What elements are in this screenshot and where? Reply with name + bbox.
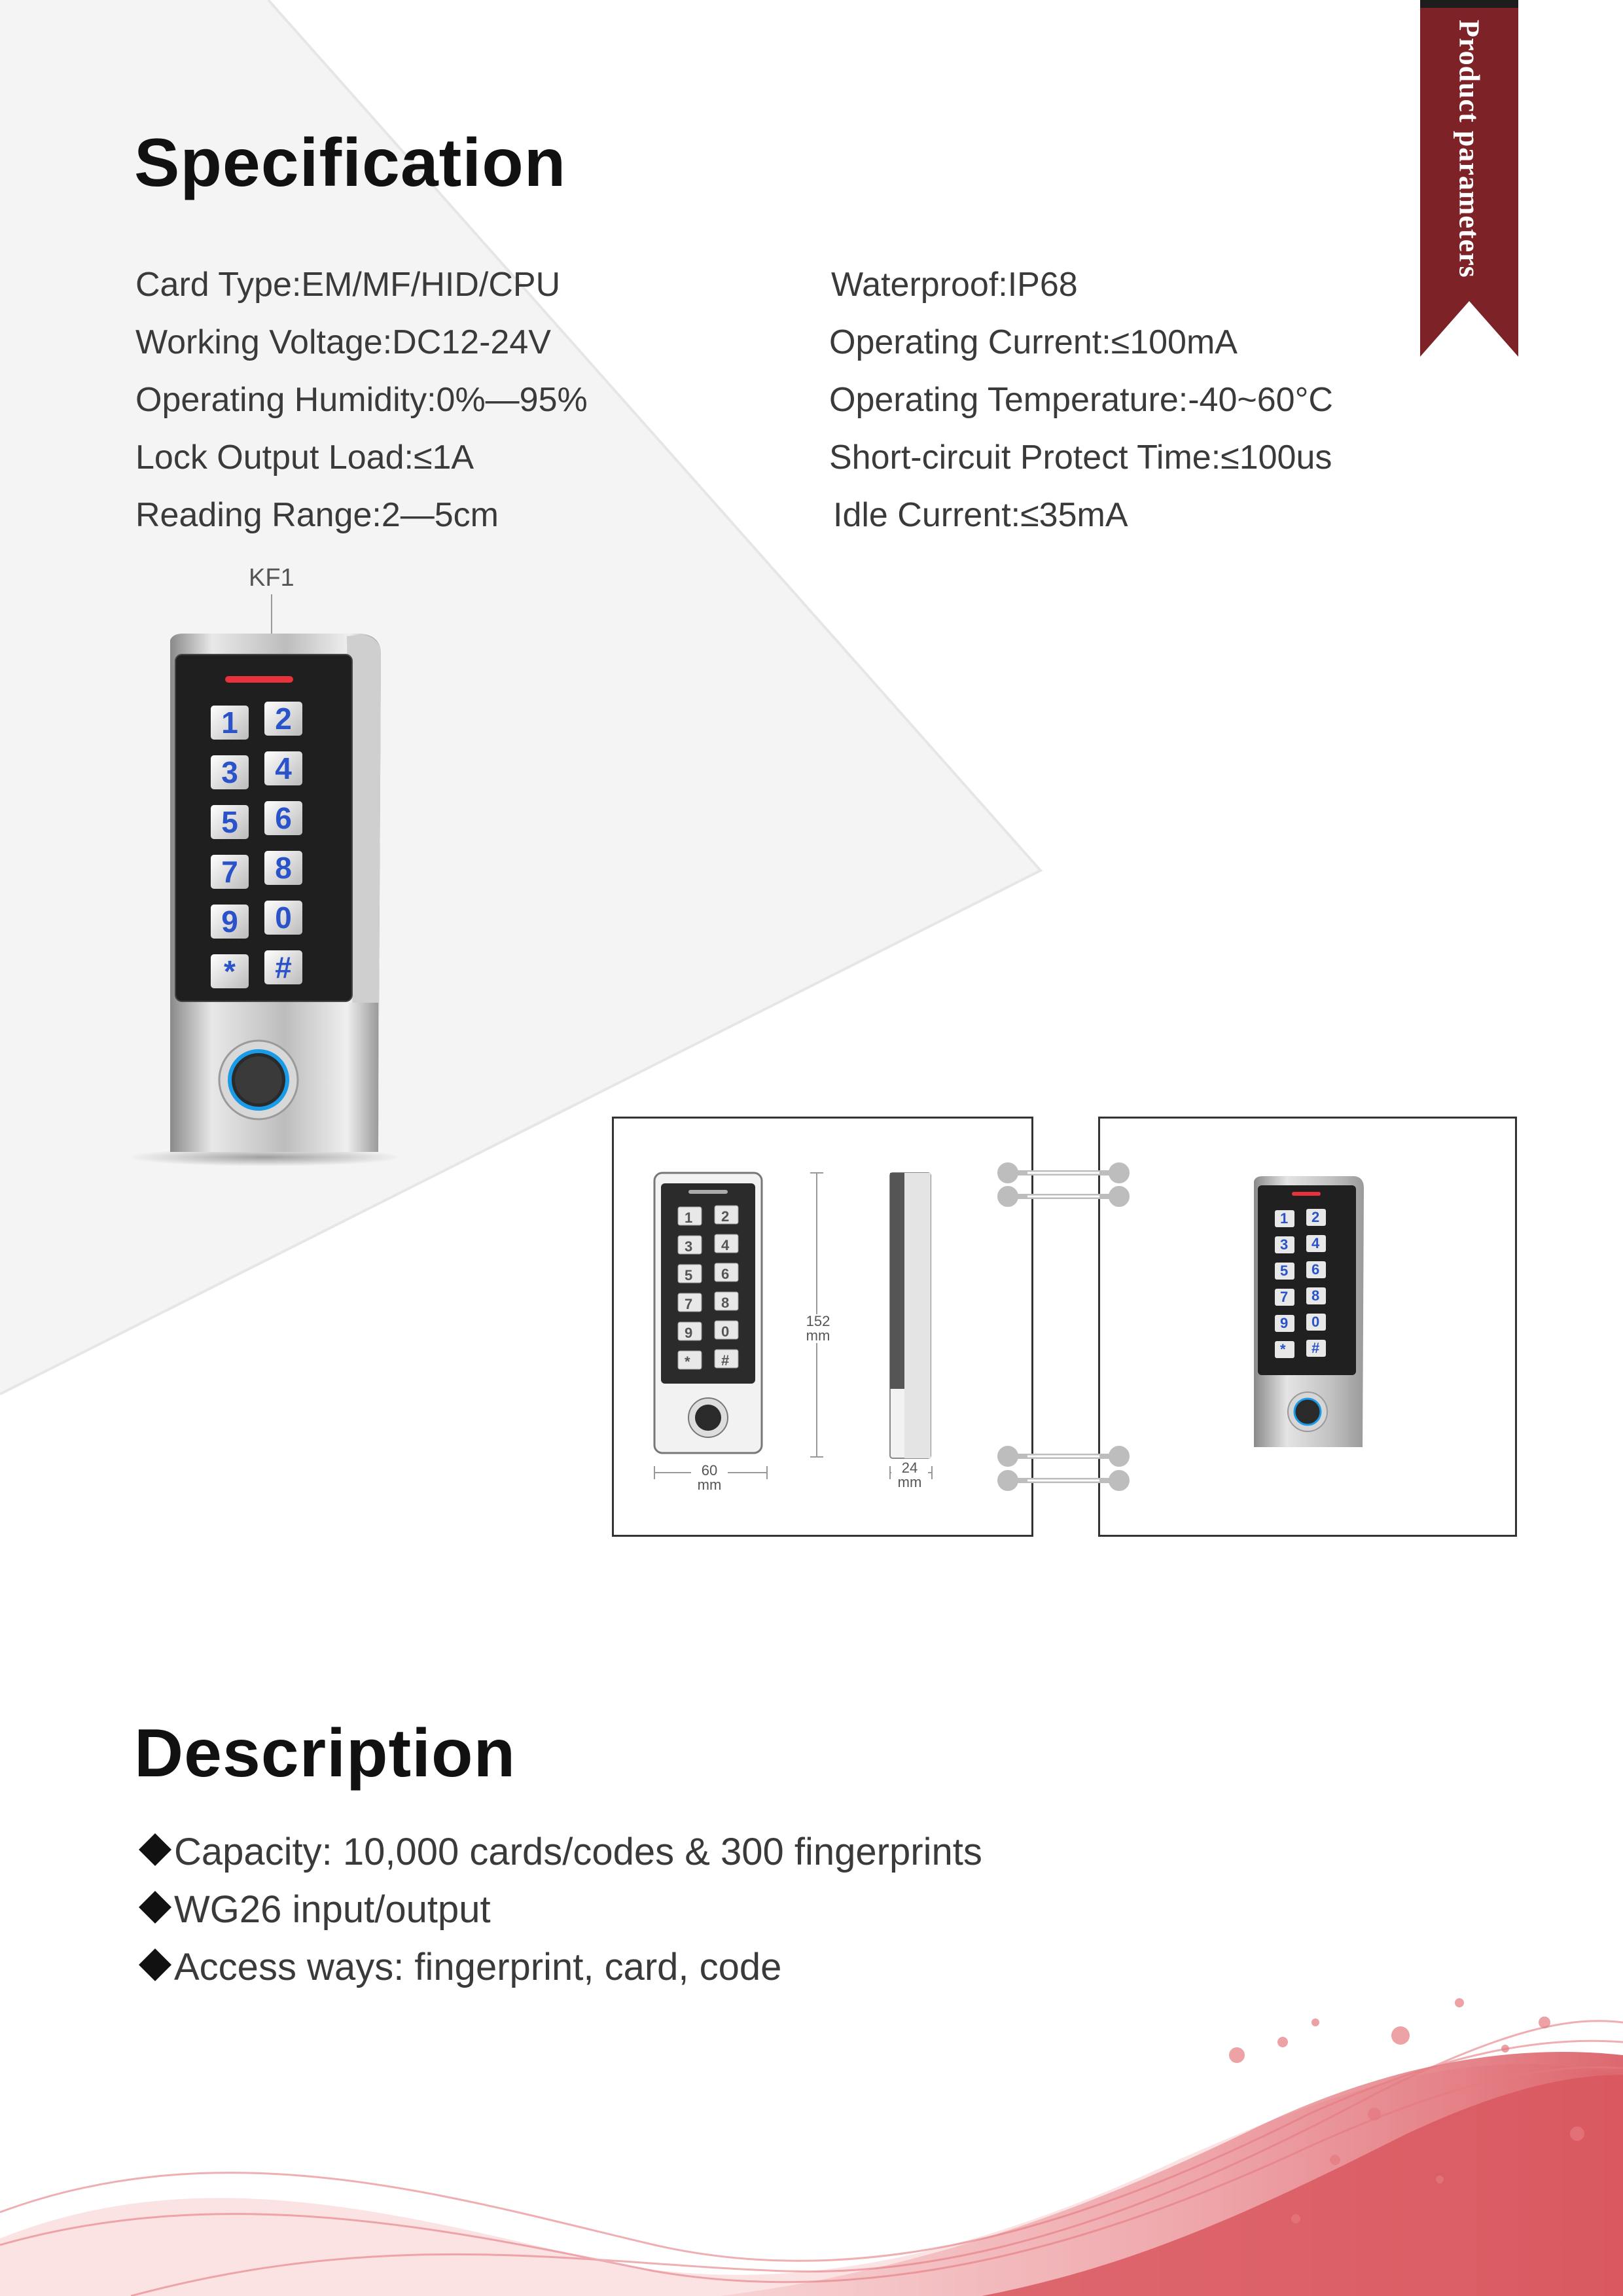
key-label: * [685,1354,690,1370]
key-label: 2 [275,702,292,736]
description-item-text: WG26 input/output [174,1888,491,1931]
key-label: 5 [1280,1263,1289,1279]
keypad-grid [211,702,309,994]
key-label: 4 [1311,1235,1320,1251]
key-label: 3 [685,1238,693,1255]
key-label: 8 [275,851,292,885]
description-item [136,1830,982,1874]
spec-working-voltage: Working Voltage:DC12-24V [135,323,551,361]
key-label: 7 [685,1296,693,1312]
key-label: 1 [221,706,238,740]
spec-operating-temperature: Operating Temperature:-40~60°C [829,381,1333,419]
depth-dimension [891,1461,928,1490]
spec-lock-output-load: Lock Output Load:≤1A [135,439,474,476]
key-label: 4 [275,751,292,785]
key-label: * [224,954,236,988]
description-item-text: Capacity: 10,000 cards/codes & 300 fingerprints [174,1831,982,1873]
key-label: 3 [1280,1236,1289,1253]
spec-waterproof: Waterproof:IP68 [831,266,1078,304]
key-label: 1 [1280,1210,1289,1227]
key-label: 8 [721,1295,730,1311]
key-5[interactable] [211,805,249,839]
key-label: 2 [721,1208,730,1225]
description-item [136,1888,491,1931]
key-label: # [1311,1340,1320,1356]
diamond-bullet-icon [136,1888,174,1926]
key-label: 9 [685,1325,693,1341]
side-view-drawing [889,1172,932,1460]
key-label: 9 [221,905,238,939]
key-3[interactable] [211,755,249,789]
key-1[interactable] [211,706,249,740]
diamond-bullet-icon [136,1831,174,1869]
model-label: KF1 [249,564,294,592]
key-label: 6 [721,1266,730,1282]
key-label: 7 [1280,1289,1289,1305]
key-label: 0 [721,1323,730,1340]
key-hash[interactable] [264,950,302,984]
key-6[interactable] [264,801,302,835]
key-8[interactable] [264,851,302,885]
key-label: 1 [685,1210,693,1226]
key-0[interactable] [264,901,302,935]
description-item-text: Access ways: fingerprint, card, code [174,1946,782,1988]
width-unit: mm [697,1477,722,1493]
spec-operating-current: Operating Current:≤100mA [829,323,1238,361]
depth-value: 24 [901,1460,918,1476]
binder-rings [995,1158,1139,1499]
key-label: 6 [275,801,292,835]
description-heading: Description [134,1715,516,1791]
key-label: 5 [221,805,238,839]
depth-unit: mm [897,1474,922,1490]
spec-reading-range: Reading Range:2—5cm [135,496,499,534]
key-label: 9 [1280,1315,1289,1331]
height-dimension [798,1314,838,1343]
key-star[interactable] [211,954,249,988]
width-dimension [691,1463,728,1492]
key-7[interactable] [211,855,249,889]
specification-heading: Specification [134,125,567,201]
key-label: 8 [1311,1287,1320,1304]
key-label: # [275,950,292,984]
spec-short-circuit-protect-time: Short-circuit Protect Time:≤100us [829,439,1332,476]
spec-operating-humidity: Operating Humidity:0%—95% [135,381,588,419]
key-label: * [1280,1341,1286,1357]
key-label: 7 [221,855,238,889]
key-2[interactable] [264,702,302,736]
key-label: # [721,1352,730,1369]
key-label: 5 [685,1267,693,1283]
height-value: 152 [806,1313,830,1329]
spec-idle-current: Idle Current:≤35mA [833,496,1128,534]
ribbon-label: Product parameters [1453,20,1486,278]
key-label: 4 [721,1237,730,1253]
key-9[interactable] [211,905,249,939]
width-value: 60 [701,1462,718,1479]
key-label: 0 [275,901,292,935]
decorative-waves [0,1964,1623,2296]
key-label: 2 [1311,1209,1320,1225]
height-unit: mm [806,1327,830,1344]
key-label: 0 [1311,1314,1320,1330]
key-4[interactable] [264,751,302,785]
spec-card-type: Card Type:EM/MF/HID/CPU [135,266,561,304]
key-label: 6 [1311,1261,1320,1278]
product-photo-key-labels [1275,1209,1334,1379]
key-label: 3 [221,755,238,789]
